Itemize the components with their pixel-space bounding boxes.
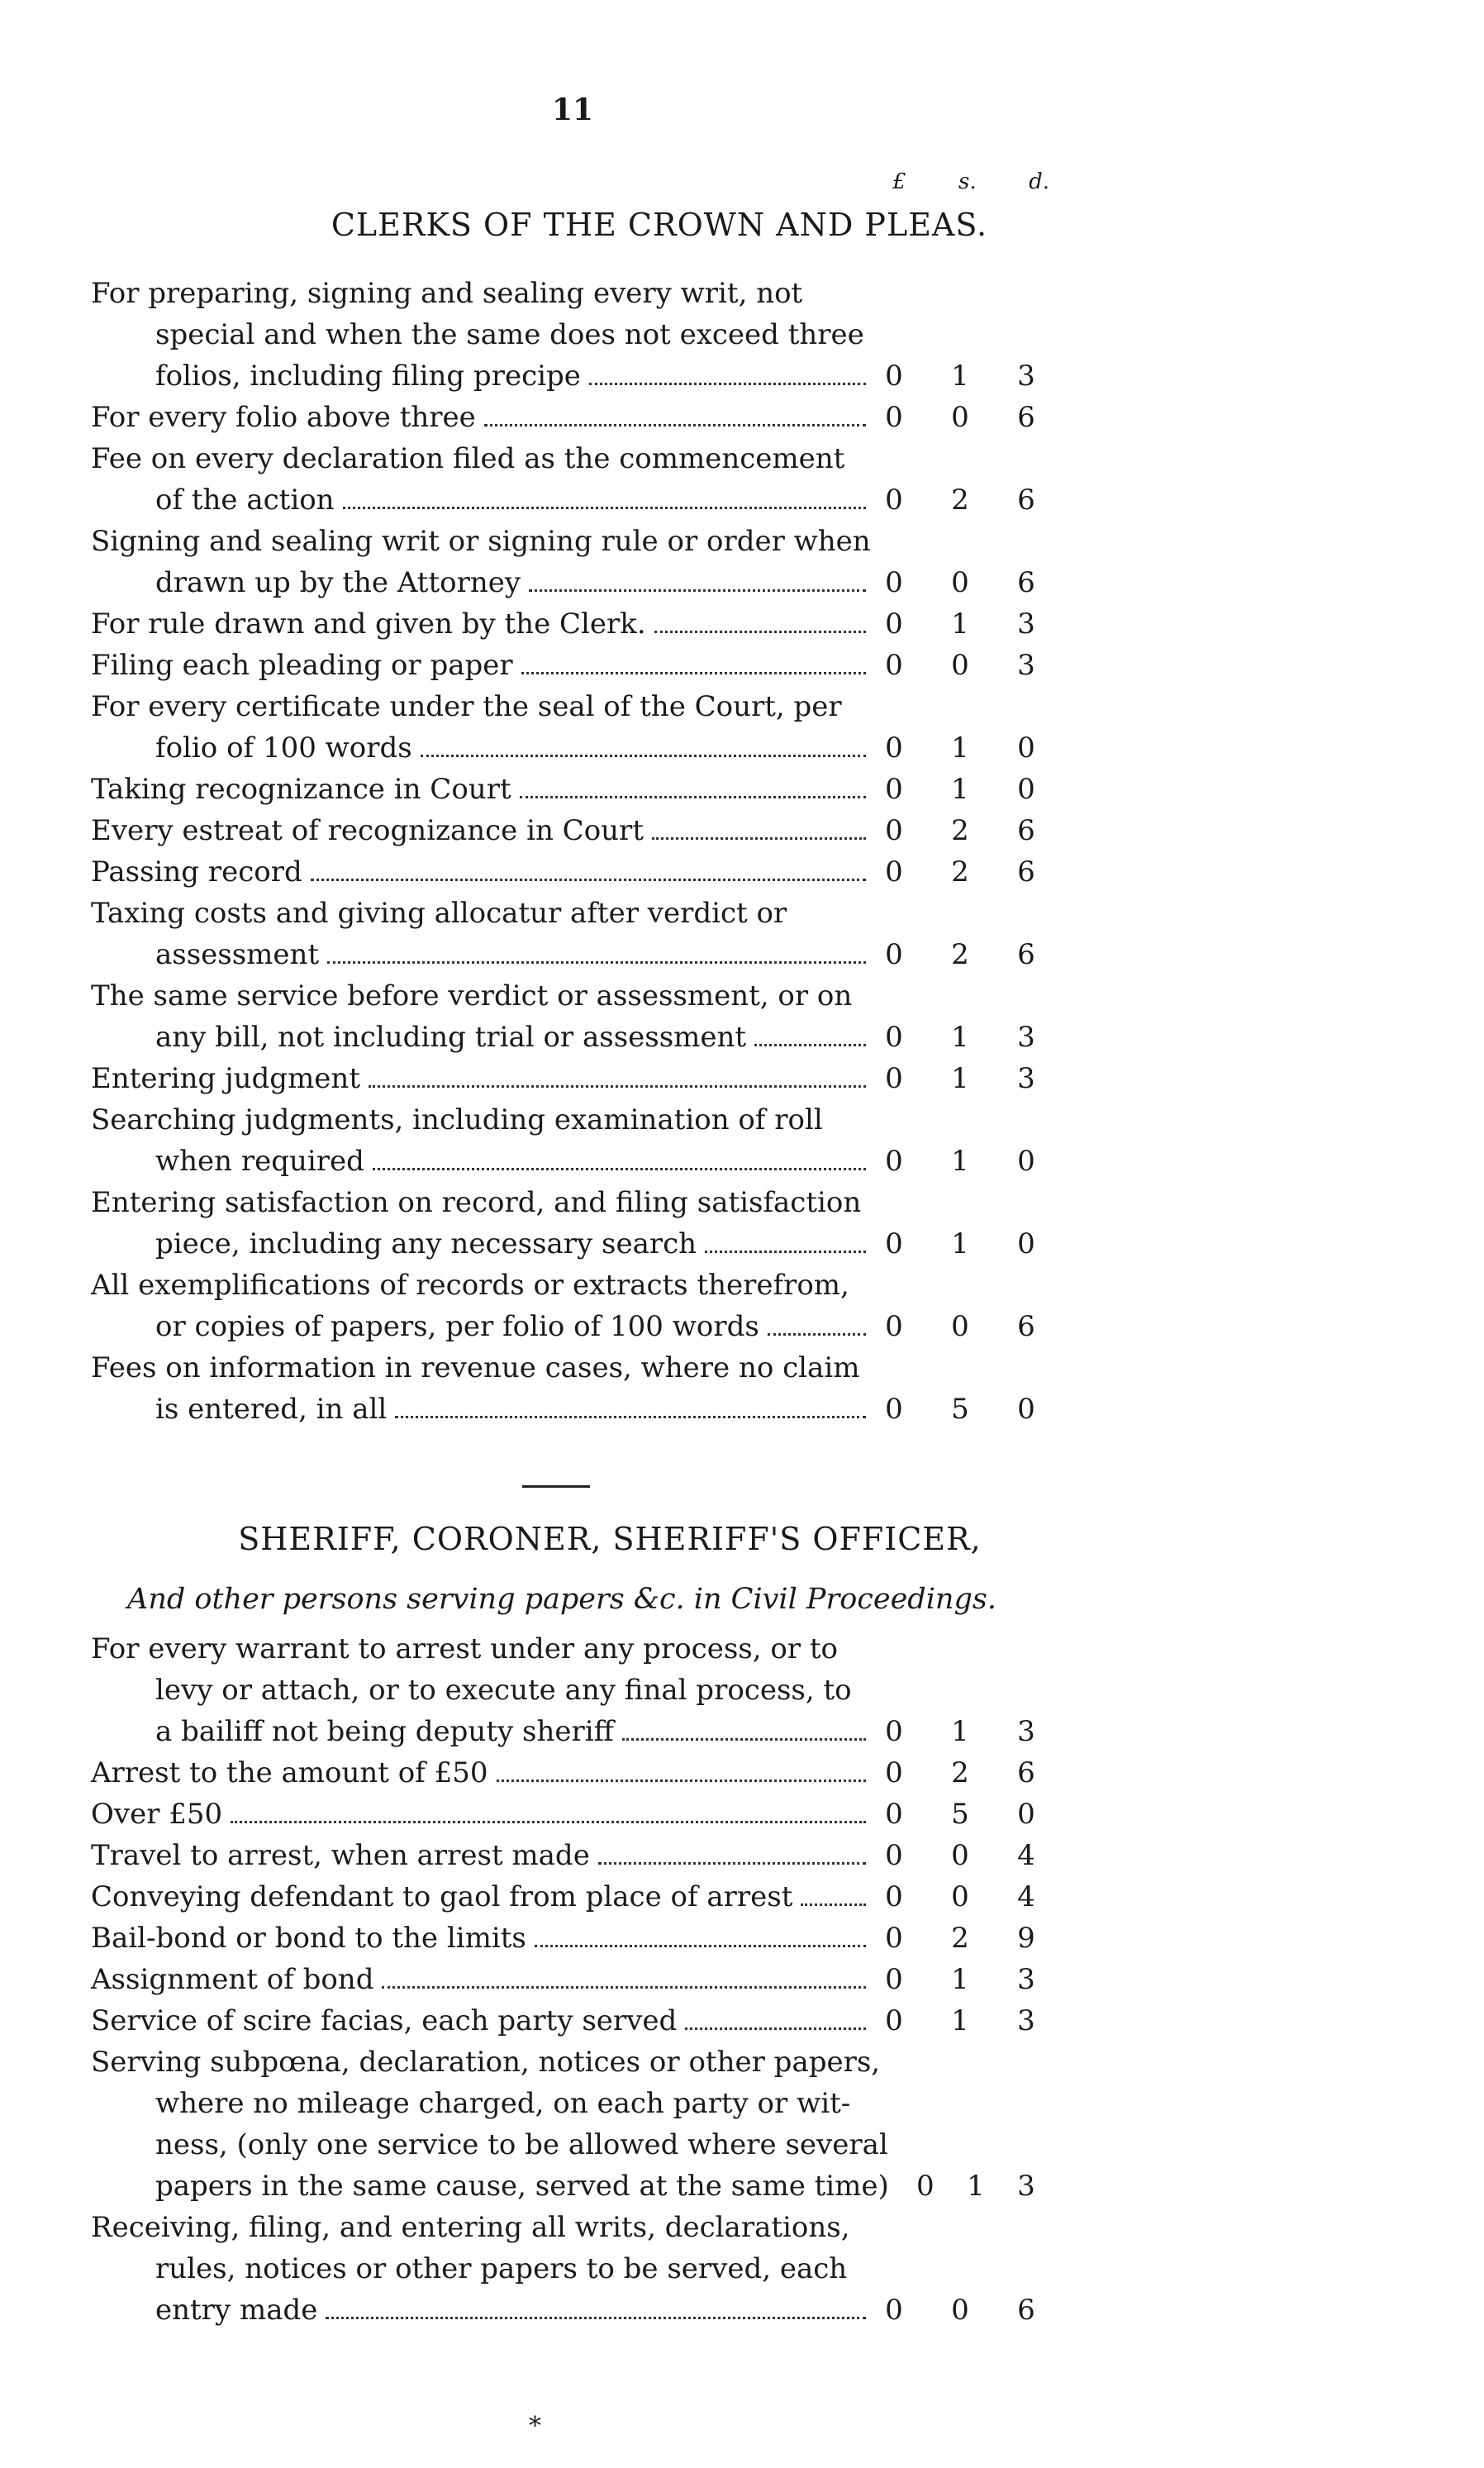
pence-value: 0 [1017, 1145, 1035, 1178]
pounds-value: 0 [885, 814, 903, 847]
shillings-value: 1 [951, 1227, 969, 1260]
entry-text-line: Signing and sealing writ or signing rule or order when [91, 525, 871, 558]
clerks-fee-entry [91, 769, 1049, 810]
shillings-value: 5 [951, 1393, 969, 1426]
entry-final-line [91, 1223, 1049, 1265]
dot-leader [589, 382, 866, 385]
dot-leader [343, 506, 866, 509]
fee-amount [878, 727, 1049, 769]
entry-text-line: folio of 100 words [155, 731, 412, 765]
pence-value: 0 [1017, 1798, 1035, 1831]
entry-text-line: assessment [155, 938, 320, 971]
entry-text-line: of the action [155, 484, 335, 517]
pounds-value: 0 [885, 607, 903, 641]
entry-text-line: entry made [155, 2294, 318, 2327]
clerks-fee-entry [91, 438, 1049, 521]
pounds-value: 0 [885, 1922, 903, 1955]
dot-leader [373, 1167, 866, 1170]
fee-amount [878, 934, 1049, 975]
entry-text-line: Taking recognizance in Court [91, 773, 511, 806]
pence-value: 3 [1017, 360, 1035, 393]
pence-value: 6 [1017, 401, 1035, 434]
shillings-value: 2 [951, 855, 969, 889]
pounds-value: 0 [885, 1798, 903, 1831]
pounds-value: 0 [885, 566, 903, 599]
clerks-fee-entry [91, 1182, 1049, 1265]
entry-text-line: Fee on every declaration filed as the commencement [91, 442, 845, 475]
dot-leader [311, 878, 866, 881]
shillings-value: 2 [951, 1922, 969, 1955]
dot-leader [768, 1332, 866, 1336]
dot-leader [497, 1779, 866, 1782]
fee-amount [878, 1223, 1049, 1265]
sheriff-fee-entry [91, 1918, 1049, 1959]
shillings-value: 0 [951, 2294, 969, 2327]
fee-amount [878, 2000, 1049, 2042]
entry-text-line: For rule drawn and given by the Clerk. [91, 607, 646, 641]
pounds-value: 0 [885, 2294, 903, 2327]
pounds-value: 0 [885, 1756, 903, 1789]
pounds-value: 0 [885, 1145, 903, 1178]
fee-amount [878, 1794, 1049, 1835]
shillings-value: 0 [951, 566, 969, 599]
pounds-value: 0 [885, 649, 903, 682]
pence-value: 4 [1017, 1839, 1035, 1872]
pence-value: 0 [1017, 1227, 1035, 1260]
entry-final-line [91, 934, 1049, 975]
pounds-value: 0 [885, 1880, 903, 1913]
pence-value: 3 [1017, 1715, 1035, 1748]
dot-leader [382, 1985, 866, 1989]
pounds-value: 0 [885, 1393, 903, 1426]
pounds-value: 0 [885, 1839, 903, 1872]
shillings-value: 5 [951, 1798, 969, 1831]
shillings-value: 1 [951, 1021, 969, 1054]
dot-leader [520, 795, 866, 798]
entry-text-line: Service of scire facias, each party served [91, 2004, 678, 2037]
pounds-value: 0 [885, 2004, 903, 2037]
entry-text-line: where no mileage charged, on each party or wit- [155, 2087, 851, 2120]
entry-text-line: Entering judgment [91, 1062, 360, 1095]
pence-value: 6 [1017, 938, 1035, 971]
sheriff-fee-entry [91, 1876, 1049, 1918]
pence-value: 6 [1017, 1310, 1035, 1343]
dot-leader [685, 2027, 866, 2030]
pounds-value: 0 [885, 484, 903, 517]
pence-value: 6 [1017, 1756, 1035, 1789]
sheriff-fee-entry [91, 2000, 1049, 2042]
entry-text-line: For every folio above three [91, 401, 476, 434]
entry-final-line [91, 1017, 1049, 1058]
fee-amount [878, 1711, 1049, 1752]
entry-final-line [91, 397, 1049, 438]
entry-final-line [91, 1389, 1049, 1430]
entry-text-line: Receiving, filing, and entering all writs, declarations, [91, 2211, 850, 2244]
sheriff-fee-entry [91, 2042, 1049, 2207]
fee-amount [878, 1835, 1049, 1876]
fee-amount [878, 1389, 1049, 1430]
dot-leader [598, 1861, 866, 1865]
clerks-fee-entry [91, 893, 1049, 975]
entry-text-line: Passing record [91, 855, 302, 889]
clerks-fee-entry [91, 273, 1049, 397]
entry-text-line: when required [155, 1145, 364, 1178]
pence-value: 3 [1017, 607, 1035, 641]
sheriff-fee-entry [91, 1794, 1049, 1835]
section-subtitle-sheriff: And other persons serving papers &c. in Civil Proceedings. [127, 1583, 996, 1616]
entry-text-line: rules, notices or other papers to be served, each [155, 2252, 848, 2285]
dot-leader [705, 1250, 866, 1253]
section-title-sheriff: SHERIFF, CORONER, SHERIFF'S OFFICER, [238, 1521, 982, 1557]
entry-text-line: a bailiff not being deputy sheriff [155, 1715, 614, 1748]
entry-final-line [91, 1058, 1049, 1099]
entry-final-line [91, 562, 1049, 603]
pounds-value: 0 [885, 731, 903, 765]
entry-text-line: Over £50 [91, 1798, 223, 1831]
pence-value: 0 [1017, 773, 1035, 806]
entry-text-line: Conveying defendant to gaol from place of arrest [91, 1880, 793, 1913]
shillings-value: 1 [951, 607, 969, 641]
entry-final-line [91, 2165, 1049, 2207]
fee-amount [909, 2165, 1049, 2207]
pounds-value: 0 [885, 401, 903, 434]
entry-final-line [91, 603, 1049, 645]
sheriff-fee-entry [91, 1835, 1049, 1876]
entry-text-line: For every warrant to arrest under any process, or to [91, 1632, 839, 1665]
fee-amount [878, 2289, 1049, 2331]
pounds-value: 0 [885, 1021, 903, 1054]
entry-final-line [91, 1306, 1049, 1347]
dot-leader [754, 1043, 866, 1046]
clerks-fee-entry [91, 851, 1049, 893]
pence-value: 0 [1017, 731, 1035, 765]
shillings-value: 2 [951, 1756, 969, 1789]
pence-value: 3 [1017, 649, 1035, 682]
entry-text-line: For every certificate under the seal of the Court, per [91, 690, 842, 723]
clerks-fee-entry [91, 1347, 1049, 1430]
section-title-clerks: CLERKS OF THE CROWN AND PLEAS. [331, 207, 988, 243]
sheriff-fee-entry [91, 2207, 1049, 2331]
clerks-fee-entry [91, 603, 1049, 645]
money-column-header [892, 169, 1049, 194]
fee-amount [878, 810, 1049, 851]
shillings-header: s. [958, 169, 977, 194]
sheriff-fee-list [91, 1628, 1049, 2331]
shillings-value: 1 [951, 1963, 969, 1996]
entry-final-line [91, 1141, 1049, 1182]
shillings-value: 0 [951, 401, 969, 434]
fee-amount [878, 603, 1049, 645]
pounds-value: 0 [885, 1227, 903, 1260]
fee-amount [878, 1752, 1049, 1794]
shillings-value: 2 [951, 814, 969, 847]
pence-value: 6 [1017, 814, 1035, 847]
pence-value: 6 [1017, 566, 1035, 599]
clerks-fee-entry [91, 521, 1049, 603]
pence-value: 3 [1017, 2170, 1035, 2203]
pence-value: 3 [1017, 1062, 1035, 1095]
dot-leader [231, 1820, 866, 1823]
entry-final-line [91, 851, 1049, 893]
entry-text-line: Filing each pleading or paper [91, 649, 513, 682]
entry-text-line: papers in the same cause, served at the same time) [155, 2170, 889, 2203]
pence-value: 9 [1017, 1922, 1035, 1955]
entry-text-line: All exemplifications of records or extracts therefrom, [91, 1269, 849, 1302]
entry-final-line [91, 810, 1049, 851]
entry-final-line [91, 1918, 1049, 1959]
shillings-value: 1 [951, 1715, 969, 1748]
entry-text-line: or copies of papers, per folio of 100 words [155, 1310, 759, 1343]
fee-amount [878, 397, 1049, 438]
entry-text-line: ness, (only one service to be allowed where several [155, 2128, 888, 2161]
pounds-value: 0 [885, 1062, 903, 1095]
shillings-value: 0 [951, 1880, 969, 1913]
sheriff-fee-entry [91, 1752, 1049, 1794]
dot-leader [326, 2316, 866, 2319]
fee-amount [878, 1017, 1049, 1058]
pounds-header: £ [892, 169, 906, 194]
shillings-value: 1 [951, 360, 969, 393]
pounds-value: 0 [916, 2170, 935, 2203]
fee-amount [878, 769, 1049, 810]
fee-amount [878, 355, 1049, 397]
pounds-value: 0 [885, 773, 903, 806]
entry-final-line [91, 1752, 1049, 1794]
pence-value: 4 [1017, 1880, 1035, 1913]
pounds-value: 0 [885, 1310, 903, 1343]
entry-text-line: Searching judgments, including examination of roll [91, 1103, 823, 1136]
pence-value: 6 [1017, 2294, 1035, 2327]
fee-amount [878, 1876, 1049, 1918]
entry-final-line [91, 1835, 1049, 1876]
entry-final-line [91, 769, 1049, 810]
entry-text-line: For preparing, signing and sealing every writ, not [91, 277, 803, 310]
pounds-value: 0 [885, 360, 903, 393]
shillings-value: 2 [951, 938, 969, 971]
sheriff-fee-entry [91, 1628, 1049, 1752]
entry-final-line [91, 2000, 1049, 2042]
entry-text-line: The same service before verdict or assessment, or on [91, 979, 853, 1012]
entry-text-line: Serving subpœna, declaration, notices or other papers, [91, 2046, 881, 2079]
dot-leader [369, 1084, 866, 1088]
section-divider [522, 1485, 590, 1488]
entry-final-line [91, 727, 1049, 769]
clerks-fee-entry [91, 975, 1049, 1058]
pounds-value: 0 [885, 1963, 903, 1996]
entry-text-line: Fees on information in revenue cases, where no claim [91, 1351, 860, 1384]
shillings-value: 1 [951, 1062, 969, 1095]
shillings-value: 2 [951, 484, 969, 517]
entry-text-line: Travel to arrest, when arrest made [91, 1839, 590, 1872]
entry-text-line: special and when the same does not exceed three [155, 318, 864, 351]
fee-amount [878, 1141, 1049, 1182]
shillings-value: 0 [951, 1839, 969, 1872]
fee-amount [878, 851, 1049, 893]
shillings-value: 1 [951, 2004, 969, 2037]
footer-mark: * [529, 2412, 541, 2441]
fee-amount [878, 479, 1049, 521]
shillings-value: 1 [951, 1145, 969, 1178]
clerks-fee-entry [91, 810, 1049, 851]
entry-final-line [91, 1876, 1049, 1918]
clerks-fee-entry [91, 686, 1049, 769]
fee-amount [878, 1058, 1049, 1099]
clerks-fee-entry [91, 1265, 1049, 1347]
entry-final-line [91, 1711, 1049, 1752]
entry-final-line [91, 1794, 1049, 1835]
dot-leader [395, 1415, 866, 1418]
dot-leader [421, 754, 866, 757]
fee-amount [878, 1959, 1049, 2000]
entry-text-line: piece, including any necessary search [155, 1227, 697, 1260]
clerks-fee-entry [91, 397, 1049, 438]
pence-value: 3 [1017, 1963, 1035, 1996]
entry-text-line: is entered, in all [155, 1393, 388, 1426]
entry-final-line [91, 479, 1049, 521]
entry-text-line: Taxing costs and giving allocatur after verdict or [91, 897, 787, 930]
entry-text-line: any bill, not including trial or assessment [155, 1021, 747, 1054]
pence-header: d. [1029, 169, 1049, 194]
dot-leader [801, 1903, 866, 1906]
pounds-value: 0 [885, 855, 903, 889]
fee-amount [878, 645, 1049, 686]
entry-text-line: Entering satisfaction on record, and filing satisfaction [91, 1186, 862, 1219]
pence-value: 6 [1017, 855, 1035, 889]
pounds-value: 0 [885, 938, 903, 971]
entry-text-line: Assignment of bond [91, 1963, 374, 1996]
shillings-value: 0 [951, 649, 969, 682]
dot-leader [529, 588, 866, 592]
entry-text-line: Arrest to the amount of £50 [91, 1756, 488, 1789]
dot-leader [535, 1944, 866, 1947]
entry-text-line: levy or attach, or to execute any final process, to [155, 1674, 852, 1707]
clerks-fee-list [91, 273, 1049, 1430]
dot-leader [622, 1737, 866, 1741]
shillings-value: 1 [951, 731, 969, 765]
entry-final-line [91, 1959, 1049, 2000]
fee-amount [878, 562, 1049, 603]
sheriff-fee-entry [91, 1959, 1049, 2000]
dot-leader [484, 423, 866, 426]
clerks-fee-entry [91, 1099, 1049, 1182]
entry-final-line [91, 355, 1049, 397]
page-number: 11 [552, 93, 594, 127]
fee-amount [878, 1918, 1049, 1959]
dot-leader [652, 836, 866, 840]
entry-text-line: Every estreat of recognizance in Court [91, 814, 644, 847]
clerks-fee-entry [91, 1058, 1049, 1099]
entry-text-line: Bail-bond or bond to the limits [91, 1922, 526, 1955]
dot-leader [654, 630, 866, 633]
pounds-value: 0 [885, 1715, 903, 1748]
shillings-value: 1 [967, 2170, 985, 2203]
entry-text-line: folios, including filing precipe [155, 360, 581, 393]
entry-final-line [91, 645, 1049, 686]
clerks-fee-entry [91, 645, 1049, 686]
shillings-value: 1 [951, 773, 969, 806]
entry-text-line: drawn up by the Attorney [155, 566, 521, 599]
shillings-value: 0 [951, 1310, 969, 1343]
fee-amount [878, 1306, 1049, 1347]
pence-value: 6 [1017, 484, 1035, 517]
dot-leader [327, 960, 866, 964]
pence-value: 3 [1017, 2004, 1035, 2037]
pence-value: 3 [1017, 1021, 1035, 1054]
dot-leader [521, 671, 866, 674]
entry-final-line [91, 2289, 1049, 2331]
pence-value: 0 [1017, 1393, 1035, 1426]
